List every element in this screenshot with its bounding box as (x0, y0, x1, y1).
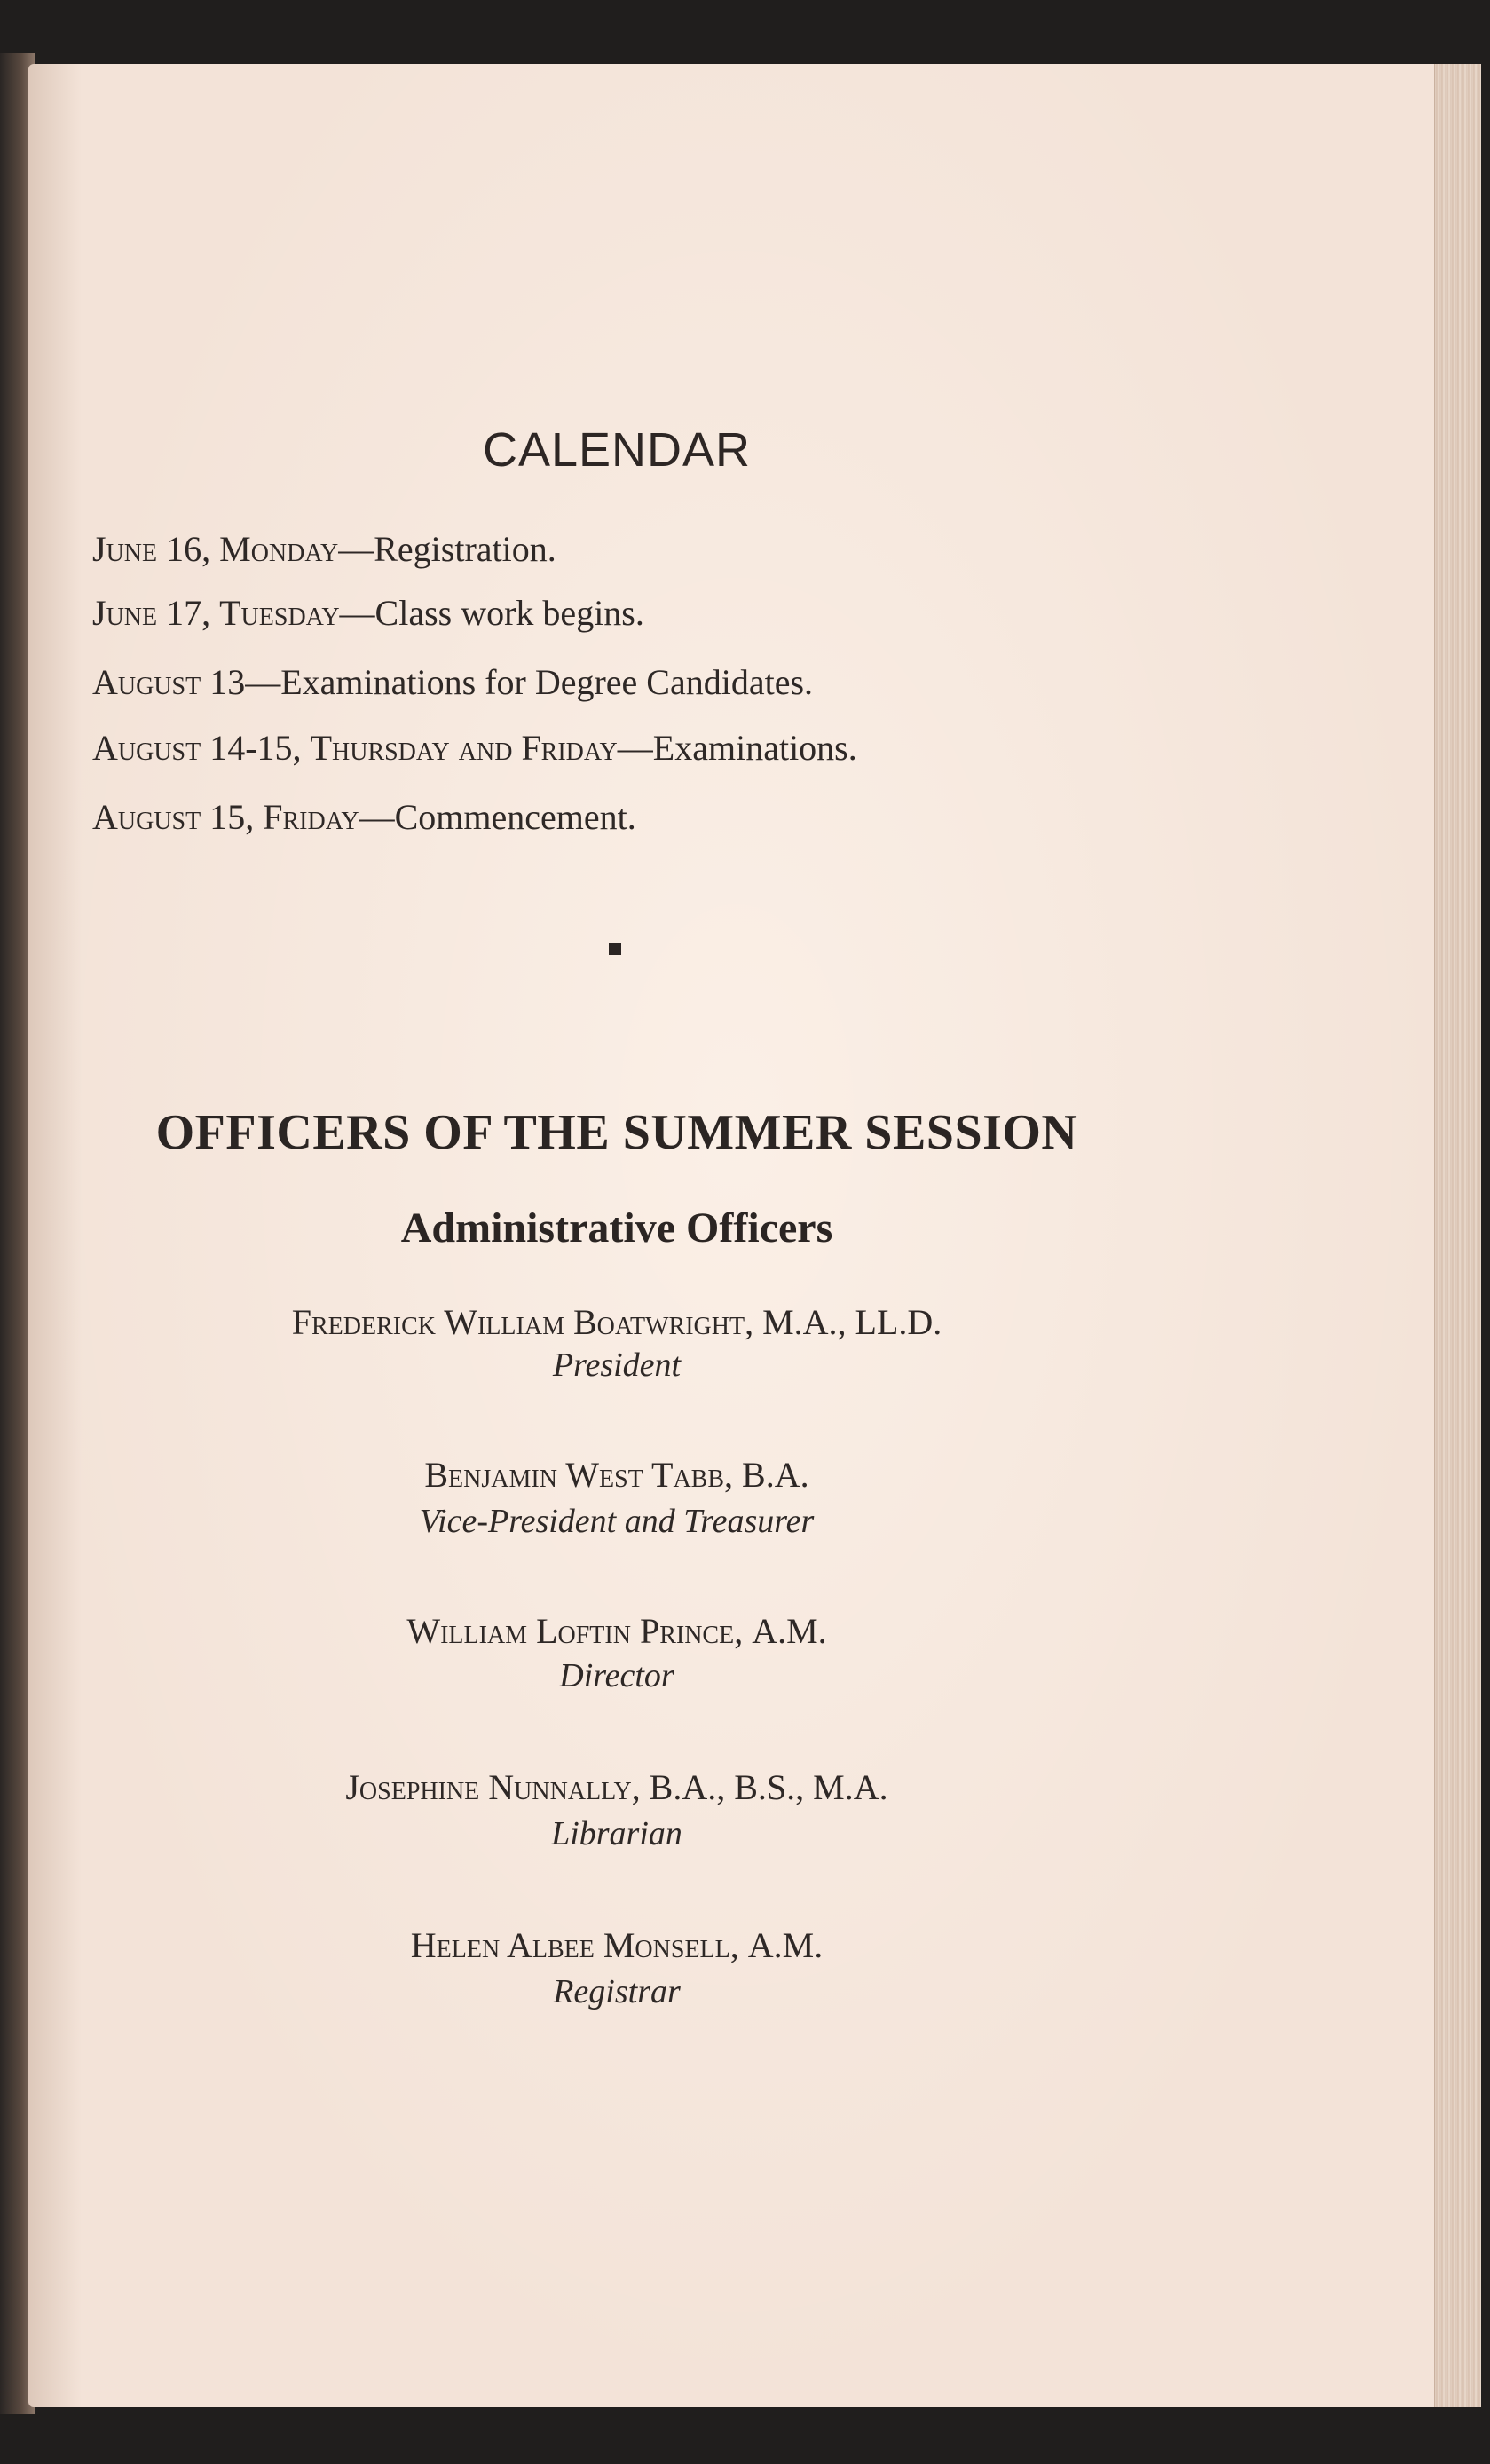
entry-month: June (92, 593, 158, 633)
officers-subheading: Administrative Officers (400, 1204, 833, 1252)
officer-title: Librarian (551, 1815, 682, 1852)
officer-degrees: M.A., LL.D. (762, 1302, 942, 1342)
officer-full-name: Helen Albee Monsell, (410, 1925, 739, 1965)
calendar-entry (92, 527, 556, 572)
page-edges (1434, 64, 1481, 2407)
entry-month: June (92, 529, 158, 569)
officer-degrees: A.M. (752, 1611, 827, 1651)
entry-weekday: Thursday and Friday (310, 728, 618, 768)
officer-title: Director (559, 1657, 674, 1694)
officer-name (0, 1454, 1234, 1496)
entry-day: 17, (166, 593, 211, 633)
entry-day: 15, (209, 797, 255, 837)
entry-event: —Registration. (338, 529, 556, 569)
entry-weekday: Friday (263, 797, 359, 837)
officer-full-name: Benjamin West Tabb, (424, 1455, 734, 1495)
officer-degrees: B.A., B.S., M.A. (649, 1767, 888, 1807)
officer-title: President (552, 1347, 682, 1384)
entry-weekday: Tuesday (219, 593, 340, 633)
entry-event: —Commencement. (359, 797, 636, 837)
officer-title: Registrar (553, 1973, 681, 2010)
officer-name (0, 1610, 1234, 1652)
entry-month: August (92, 662, 201, 702)
entry-month: August (92, 728, 201, 768)
officer-name (0, 1924, 1234, 1966)
officer-degrees: A.M. (747, 1925, 824, 1965)
calendar-entry (92, 660, 813, 705)
officer-degrees: B.A. (742, 1455, 809, 1495)
entry-event: —Class work begins. (339, 593, 644, 633)
officer-full-name: Frederick William Boatwright, (291, 1302, 754, 1342)
officer-name (0, 1766, 1234, 1808)
calendar-entry (92, 726, 857, 770)
calendar-entry (92, 591, 644, 636)
entry-event: —Examinations for Degree Candidates. (245, 662, 814, 702)
entry-weekday: Monday (219, 529, 339, 569)
section-divider-bullet (609, 943, 621, 955)
entry-day: 14-15, (209, 728, 302, 768)
officer-full-name: Josephine Nunnally, (345, 1767, 641, 1807)
entry-month: August (92, 797, 201, 837)
officer-full-name: William Loftin Prince, (406, 1611, 744, 1651)
entry-event: —Examinations. (617, 728, 857, 768)
entry-day: 13 (209, 662, 246, 702)
officer-title: Vice-President and Treasurer (419, 1503, 815, 1540)
officers-heading: OFFICERS OF THE SUMMER SESSION (155, 1105, 1078, 1160)
calendar-entry (92, 795, 636, 840)
entry-day: 16, (166, 529, 211, 569)
calendar-heading: CALENDAR (482, 423, 752, 477)
officer-name (0, 1301, 1234, 1343)
